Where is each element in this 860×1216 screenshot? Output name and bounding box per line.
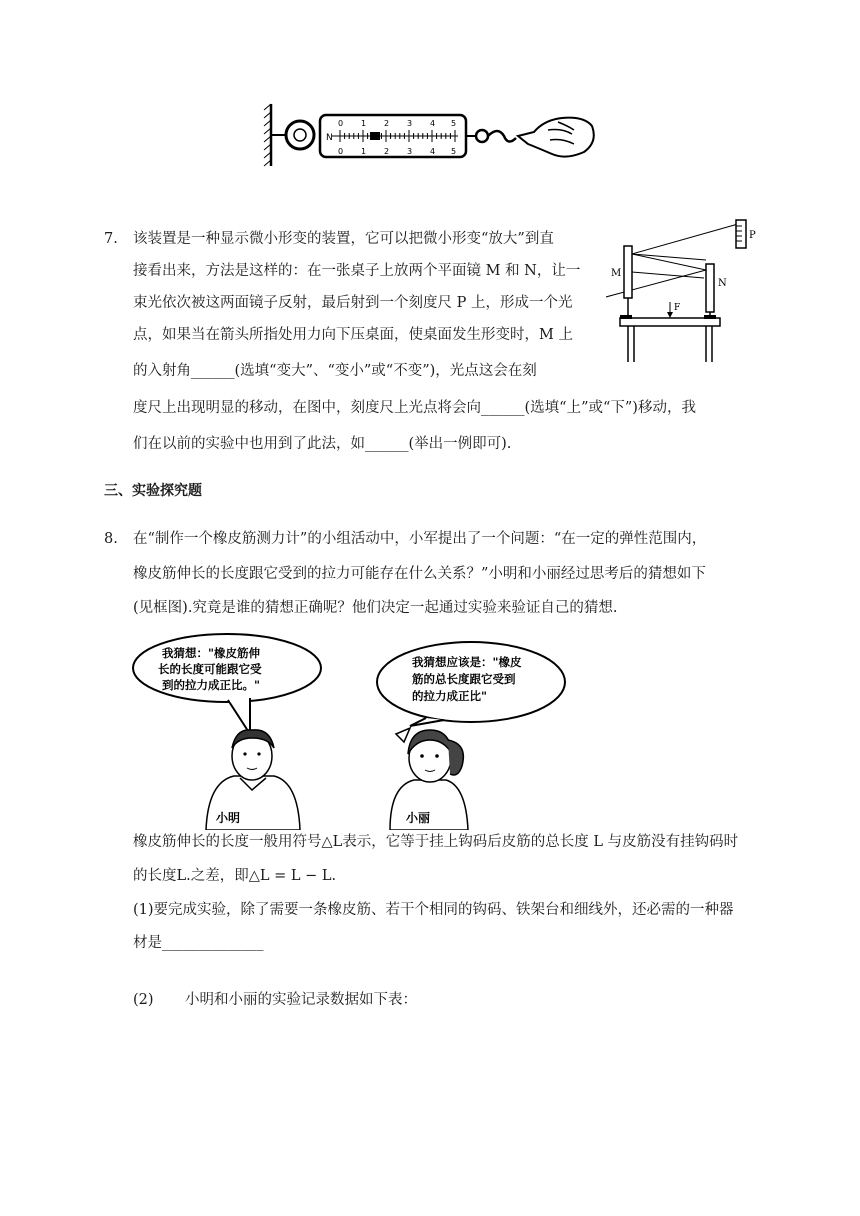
name-xiaoli: 小丽 (406, 811, 431, 825)
q8-sub2-number: (2) (133, 992, 154, 1008)
label-p: P (749, 230, 756, 241)
q8-after-line: 材是______________ (133, 935, 264, 951)
unit-label: N (326, 133, 333, 143)
mirror-device-figure (606, 218, 764, 364)
li-bubble-line: 我猜想应该是："橡皮 (412, 655, 522, 669)
q7-line: 该装置是一种显示微小形变的装置，它可以把微小形变“放大”到直 (133, 231, 554, 247)
q7-line: 度尺上出现明显的移动，在图中，刻度尺上光点将会向______(选填“上”或“下”)移动，我 (133, 400, 696, 416)
label-f: F (674, 303, 681, 313)
section-title: 三、实验探究题 (104, 483, 202, 499)
q7-line: 的入射角______(选填“变大”、“变小”或“不变”)，光点这会在刻 (133, 363, 537, 379)
q7-line: 们在以前的实验中也用到了此法，如______(举出一例即可). (133, 436, 512, 452)
label-m: M (611, 268, 622, 279)
q8-after-line: 橡皮筋伸长的长度一般用符号△L表示，它等于挂上钩码后皮筋的总长度 L 与皮筋没有挂钩码时 (133, 834, 739, 850)
q7-line: 束光依次被这两面镜子反射，最后射到一个刻度尺 P 上，形成一个光 (133, 295, 573, 311)
li-bubble-line: 筋的总长度跟它受到 (412, 672, 516, 686)
tick-label-bottom: 3 (407, 147, 413, 156)
q7-line: 接看出来，方法是这样的：在一张桌子上放两个平面镜 M 和 N，让一 (133, 263, 581, 279)
guess-cartoon-figure (128, 630, 568, 830)
ming-bubble-line: 到的拉力成正比。" (162, 678, 260, 692)
label-n: N (718, 278, 727, 289)
tick-label-bottom: 5 (451, 147, 457, 156)
q7-number: 7. (104, 231, 118, 247)
tick-label-top: 4 (430, 119, 436, 128)
q8-line: 在“制作一个橡皮筋测力计”的小组活动中，小军提出了一个问题：“在一定的弹性范围内， (133, 531, 707, 547)
q8-sub2-text: 小明和小丽的实验记录数据如下表： (185, 992, 417, 1008)
tick-label-top: 0 (338, 119, 344, 128)
q8-number: 8. (104, 531, 118, 547)
li-bubble-line: 的拉力成正比" (412, 689, 487, 703)
q8-line: 橡皮筋伸长的长度跟它受到的拉力可能存在什么关系？”小明和小丽经过思考后的猜想如下 (133, 566, 706, 582)
ming-bubble-line: 长的长度可能跟它受 (158, 662, 262, 676)
tick-label-bottom: 0 (338, 147, 344, 156)
q8-line: (见框图).究竟是谁的猜想正确呢？他们决定一起通过实验来验证自己的猜想. (133, 600, 618, 616)
tick-label-top: 3 (407, 119, 413, 128)
tick-label-top: 5 (451, 119, 457, 128)
q7-line: 点，如果当在箭头所指处用力向下压桌面，使桌面发生形变时，M 上 (133, 327, 573, 343)
tick-label-bottom: 1 (361, 147, 367, 156)
tick-label-bottom: 2 (384, 147, 390, 156)
q8-after-line: 的长度L.之差，即△L = L − L. (133, 868, 337, 884)
q8-after-line: (1)要完成实验，除了需要一条橡皮筋、若干个相同的钩码、铁架台和细线外，还必需的一种器 (133, 902, 734, 918)
spring-scale-figure (262, 102, 602, 168)
tick-label-top: 2 (384, 119, 390, 128)
tick-label-top: 1 (361, 119, 367, 128)
name-xiaoming: 小明 (216, 811, 241, 825)
tick-label-bottom: 4 (430, 147, 436, 156)
ming-bubble-line: 我猜想："橡皮筋伸 (162, 646, 260, 660)
